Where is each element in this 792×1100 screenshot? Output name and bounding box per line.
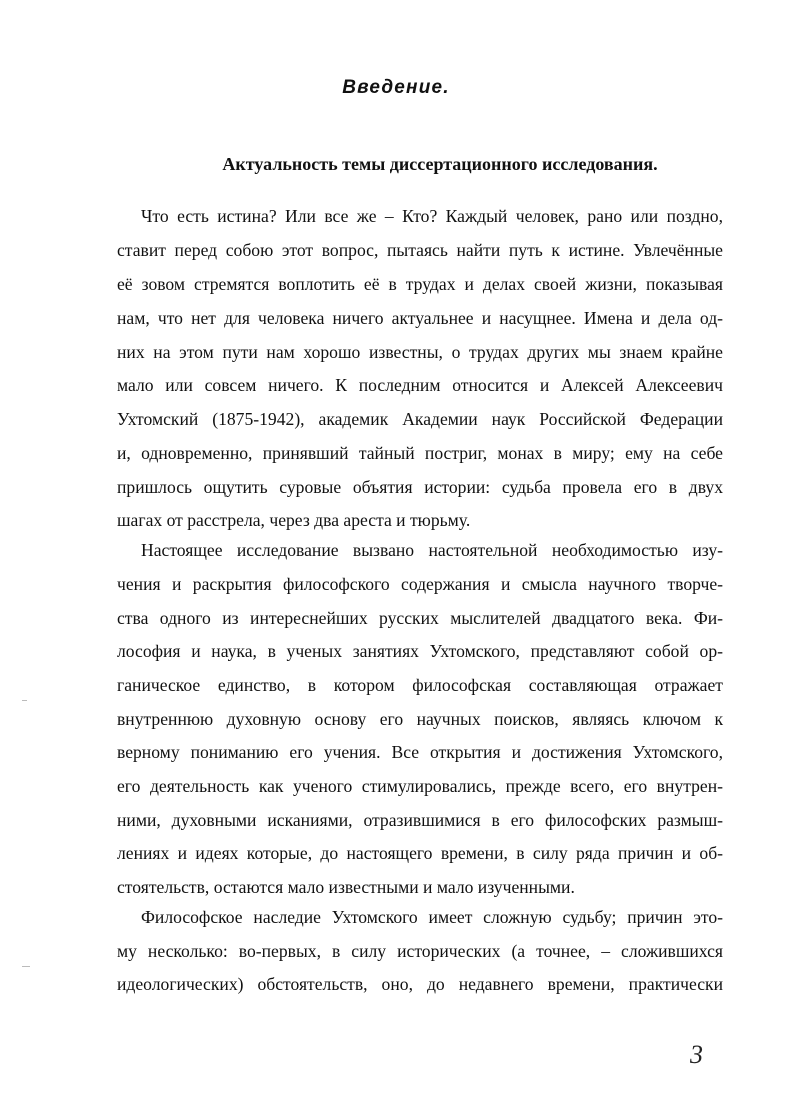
- page-heading: Введение.: [342, 77, 450, 98]
- text-line: идеологических) обстоятельств, оно, до недавнего времени, практически: [117, 974, 723, 994]
- text-line: шагах от расстрела, через два ареста и тюрьму.: [117, 510, 471, 530]
- text-line: лениях и идеях которые, до настоящего времени, в силу ряда причин и об-: [117, 843, 723, 863]
- scan-speck: [22, 700, 27, 701]
- text-line: пришлось ощутить суровые объятия истории: судьба провела его в двух: [117, 477, 723, 497]
- section-subtitle: Актуальность темы диссертационного исследования.: [222, 154, 658, 174]
- text-line: мало или совсем ничего. К последним относится и Алексей Алексеевич: [117, 375, 723, 395]
- text-line: ставит перед собою этот вопрос, пытаясь найти путь к истине. Увлечённые: [117, 240, 723, 260]
- text-line: них на этом пути нам хорошо известны, о трудах других мы знаем крайне: [117, 342, 723, 362]
- text-line: ганическое единство, в котором философская составляющая отражает: [117, 675, 723, 695]
- scan-speck: [22, 966, 30, 967]
- text-line: лософия и наука, в ученых занятиях Ухтомского, представляют собой ор-: [117, 641, 723, 661]
- text-line: стоятельств, остаются мало известными и мало изученными.: [117, 877, 575, 897]
- page-number: 3: [690, 1040, 703, 1069]
- text-line: верному пониманию его учения. Все открытия и достижения Ухтомского,: [117, 742, 723, 762]
- text-line: Настоящее исследование вызвано настоятельной необходимостью изу-: [141, 540, 723, 560]
- text-line: ства одного из интереснейших русских мыслителей двадцатого века. Фи-: [117, 608, 723, 628]
- text-line: му несколько: во-первых, в силу исторических (а точнее, – сложившихся: [117, 941, 723, 961]
- text-line: внутреннюю духовную основу его научных поисков, являясь ключом к: [117, 709, 723, 729]
- text-line: нам, что нет для человека ничего актуальнее и насущнее. Имена и дела од-: [117, 308, 723, 328]
- text-line: Ухтомский (1875-1942), академик Академии наук Российской Федерации: [117, 409, 723, 429]
- text-line: ними, духовными исканиями, отразившимися в его философских размыш-: [117, 810, 723, 830]
- text-line: её зовом стремятся воплотить её в трудах и делах своей жизни, показывая: [117, 274, 723, 294]
- text-line: чения и раскрытия философского содержания и смысла научного творче-: [117, 574, 723, 594]
- text-line: его деятельность как ученого стимулировались, прежде всего, его внутрен-: [117, 776, 723, 796]
- text-line: Что есть истина? Или все же – Кто? Каждый человек, рано или поздно,: [141, 206, 723, 226]
- text-line: и, одновременно, принявший тайный постриг, монах в миру; ему на себе: [117, 443, 723, 463]
- text-line: Философское наследие Ухтомского имеет сложную судьбу; причин это-: [141, 907, 723, 927]
